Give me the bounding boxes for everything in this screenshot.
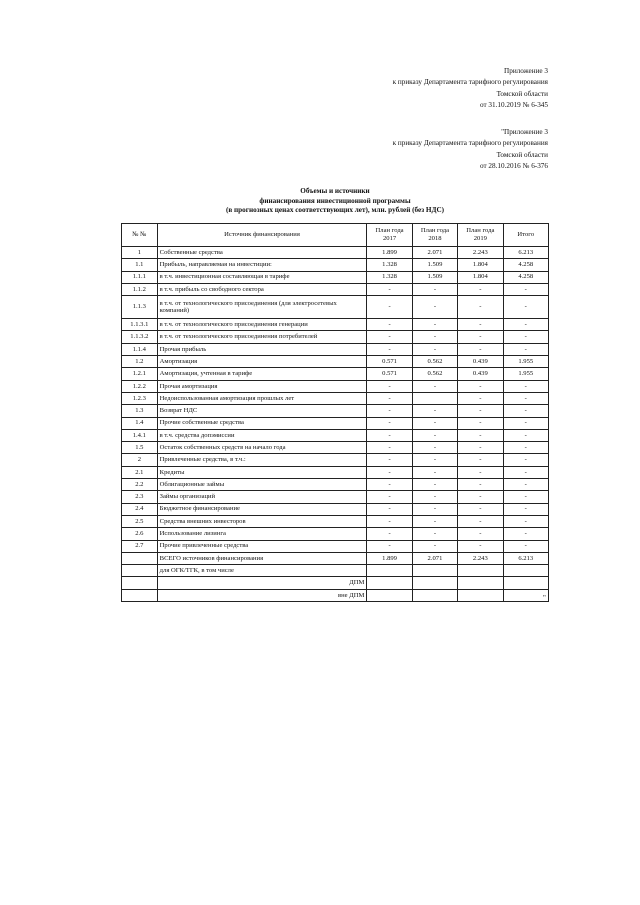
cell-plan-2018 <box>412 565 457 577</box>
cell-plan-2019: - <box>458 392 503 404</box>
table-row <box>122 589 549 601</box>
cell-plan-2017 <box>367 589 412 601</box>
row-source-name: в т.ч. прибыль со свободного сектора <box>157 283 367 295</box>
cell-plan-2018: 2.071 <box>412 247 457 259</box>
row-source-name: Прочие привлеченные средства <box>157 540 367 552</box>
table-header-row <box>122 224 549 247</box>
cell-total: 4.258 <box>503 271 548 283</box>
cell-plan-2017: - <box>367 319 412 331</box>
table-row <box>122 417 549 429</box>
cell-plan-2018: 1.509 <box>412 271 457 283</box>
row-number: 2.1 <box>122 466 158 478</box>
row-number: 1.2 <box>122 356 158 368</box>
cell-plan-2019: 2.243 <box>458 247 503 259</box>
cell-plan-2017: - <box>367 442 412 454</box>
cell-plan-2018: - <box>412 454 457 466</box>
row-number: 1.4 <box>122 417 158 429</box>
cell-plan-2017: 0.571 <box>367 356 412 368</box>
cell-total: - <box>503 296 548 319</box>
cell-plan-2018: - <box>412 479 457 491</box>
cell-plan-2018: - <box>412 540 457 552</box>
cell-plan-2018: - <box>412 466 457 478</box>
cell-plan-2018: - <box>412 331 457 343</box>
row-source-name: Прибыль, направляемая на инвестиции: <box>157 259 367 271</box>
cell-plan-2018: - <box>412 429 457 441</box>
row-number: 2.6 <box>122 528 158 540</box>
table-row <box>122 454 549 466</box>
row-number: 2 <box>122 454 158 466</box>
col-header-plan-2019: План года 2019 <box>458 224 503 247</box>
row-source-name: Прочая амортизация <box>157 380 367 392</box>
cell-plan-2017: - <box>367 405 412 417</box>
cell-plan-2019: - <box>458 454 503 466</box>
row-source-name: Использование лизинга <box>157 528 367 540</box>
cell-plan-2019: 1.804 <box>458 271 503 283</box>
row-number: 1.1.4 <box>122 343 158 355</box>
cell-plan-2018: - <box>412 528 457 540</box>
cell-plan-2017: 0.571 <box>367 368 412 380</box>
header-line: от 28.10.2016 № 6-376 <box>479 161 548 170</box>
cell-total: - <box>503 417 548 429</box>
table-row <box>122 442 549 454</box>
row-source-name: Остаток собственных средств на начало года <box>157 442 367 454</box>
cell-plan-2017: - <box>367 380 412 392</box>
cell-plan-2019: - <box>458 417 503 429</box>
cell-total: 1.955 <box>503 368 548 380</box>
row-number <box>122 589 158 601</box>
row-number: 1.2.2 <box>122 380 158 392</box>
table-row <box>122 368 549 380</box>
cell-plan-2017: 1.328 <box>367 271 412 283</box>
cell-plan-2019: 1.804 <box>458 259 503 271</box>
cell-total: - <box>503 515 548 527</box>
cell-total: - <box>503 540 548 552</box>
cell-plan-2017: - <box>367 283 412 295</box>
cell-plan-2018: - <box>412 319 457 331</box>
header-line: к приказу Департамента тарифного регулирования <box>392 139 548 148</box>
row-number: 1.1.3.2 <box>122 331 158 343</box>
cell-total: - <box>503 491 548 503</box>
table-body <box>122 247 549 602</box>
table-row <box>122 343 549 355</box>
table-row <box>122 356 549 368</box>
cell-plan-2019: - <box>458 503 503 515</box>
row-number: 1.5 <box>122 442 158 454</box>
header-line: Приложение 3 <box>504 67 548 75</box>
row-source-name: в т.ч. от технологического присоединения (для электросетевых компаний) <box>157 296 367 319</box>
table-row <box>122 319 549 331</box>
cell-plan-2019: - <box>458 479 503 491</box>
cell-plan-2017: - <box>367 331 412 343</box>
row-number: 1.1.3 <box>122 296 158 319</box>
row-source-name: в т.ч. от технологического присоединения генерации <box>157 319 367 331</box>
table-row <box>122 405 549 417</box>
row-number: 1.1 <box>122 259 158 271</box>
cell-total: 4.258 <box>503 259 548 271</box>
cell-plan-2019: - <box>458 296 503 319</box>
row-number: 1.2.1 <box>122 368 158 380</box>
cell-plan-2017: 1.899 <box>367 247 412 259</box>
cell-plan-2019: - <box>458 528 503 540</box>
cell-plan-2017: - <box>367 466 412 478</box>
row-source-name: Средства внешних инвесторов <box>157 515 367 527</box>
table-row <box>122 259 549 271</box>
table-row <box>122 577 549 589</box>
cell-plan-2019: 2.243 <box>458 552 503 564</box>
cell-plan-2019: 0.439 <box>458 368 503 380</box>
col-header-number: № № <box>122 224 158 247</box>
cell-plan-2018: - <box>412 380 457 392</box>
cell-plan-2017: - <box>367 454 412 466</box>
cell-plan-2019: - <box>458 405 503 417</box>
table-row <box>122 271 549 283</box>
cell-plan-2019: 0.439 <box>458 356 503 368</box>
row-source-name: в т.ч. средства допэмиссии <box>157 429 367 441</box>
cell-plan-2019 <box>458 589 503 601</box>
row-source-name: Амортизация <box>157 356 367 368</box>
table-row <box>122 491 549 503</box>
row-number: 2.5 <box>122 515 158 527</box>
table-row <box>122 479 549 491</box>
row-number: 1.3 <box>122 405 158 417</box>
table-row <box>122 283 549 295</box>
row-source-name: Облигационные займы <box>157 479 367 491</box>
cell-plan-2018: - <box>412 405 457 417</box>
header-line: Томской области <box>496 89 548 98</box>
cell-plan-2018: - <box>412 343 457 355</box>
cell-total: 6.213 <box>503 247 548 259</box>
row-source-name: Прочие собственные средства <box>157 417 367 429</box>
cell-plan-2017: - <box>367 417 412 429</box>
cell-plan-2019: - <box>458 442 503 454</box>
cell-total: - <box>503 405 548 417</box>
table-row <box>122 331 549 343</box>
table-row <box>122 540 549 552</box>
row-number: 1 <box>122 247 158 259</box>
row-number: 2.4 <box>122 503 158 515</box>
header-line: от 31.10.2019 № 6-345 <box>479 100 548 109</box>
row-source-name: Займы организаций <box>157 491 367 503</box>
header-line: Томской области <box>496 150 548 159</box>
cell-total: - <box>503 380 548 392</box>
order-header-current <box>393 66 548 111</box>
cell-plan-2019: - <box>458 540 503 552</box>
cell-plan-2017 <box>367 565 412 577</box>
cell-plan-2018 <box>412 577 457 589</box>
cell-total: - <box>503 503 548 515</box>
row-number <box>122 552 158 564</box>
cell-total: - <box>503 392 548 404</box>
row-number: 2.3 <box>122 491 158 503</box>
cell-plan-2017: - <box>367 515 412 527</box>
cell-total: - <box>503 466 548 478</box>
cell-plan-2019: - <box>458 380 503 392</box>
cell-plan-2017: - <box>367 503 412 515</box>
cell-plan-2017: - <box>367 392 412 404</box>
cell-plan-2018: - <box>412 503 457 515</box>
row-source-name: Прочая прибыль <box>157 343 367 355</box>
cell-plan-2018: - <box>412 417 457 429</box>
row-number: 1.4.1 <box>122 429 158 441</box>
table-row <box>122 429 549 441</box>
table-row <box>122 392 549 404</box>
cell-total: - <box>503 429 548 441</box>
title-line: финансирования инвестиционной программы <box>259 196 411 205</box>
table-row <box>122 565 549 577</box>
table-row <box>122 503 549 515</box>
cell-plan-2018: - <box>412 515 457 527</box>
row-source-name: Возврат НДС <box>157 405 367 417</box>
cell-plan-2017: 1.899 <box>367 552 412 564</box>
title-line: Объемы и источники <box>300 187 370 195</box>
row-source-name: для ОГК/ТГК, в том числе <box>157 565 367 577</box>
row-source-name: вне ДПМ <box>157 589 367 601</box>
header-line: "Приложение 3 <box>501 128 548 136</box>
financing-table <box>121 223 549 602</box>
cell-total: - <box>503 343 548 355</box>
table-row <box>122 466 549 478</box>
order-header-previous <box>393 127 548 172</box>
col-header-plan-2018: План года 2018 <box>412 224 457 247</box>
row-source-name: Собственные средства <box>157 247 367 259</box>
header-line: к приказу Департамента тарифного регулирования <box>392 78 548 87</box>
row-number: 1.1.2 <box>122 283 158 295</box>
cell-plan-2019: - <box>458 283 503 295</box>
closing-quote: " <box>543 594 546 602</box>
cell-total: - <box>503 528 548 540</box>
cell-total: - <box>503 331 548 343</box>
row-source-name: ДПМ <box>157 577 367 589</box>
row-number: 1.2.3 <box>122 392 158 404</box>
document-title <box>120 187 550 216</box>
table-row <box>122 296 549 319</box>
cell-plan-2018: - <box>412 283 457 295</box>
cell-plan-2018: - <box>412 491 457 503</box>
col-header-source: Источник финансирования <box>157 224 367 247</box>
table-row <box>122 380 549 392</box>
row-source-name: Кредиты <box>157 466 367 478</box>
cell-plan-2018 <box>412 589 457 601</box>
cell-plan-2017: - <box>367 540 412 552</box>
cell-plan-2019 <box>458 565 503 577</box>
row-source-name: Амортизация, учтенная в тарифе <box>157 368 367 380</box>
cell-total: - <box>503 283 548 295</box>
table-row <box>122 528 549 540</box>
cell-plan-2019: - <box>458 343 503 355</box>
row-source-name: Недоиспользованная амортизация прошлых лет <box>157 392 367 404</box>
title-line: (в прогнозных ценах соответствующих лет), млн. рублей (без НДС) <box>225 206 445 215</box>
table-row <box>122 247 549 259</box>
cell-total: - <box>503 319 548 331</box>
cell-total <box>503 589 548 601</box>
cell-plan-2018: 1.509 <box>412 259 457 271</box>
cell-total <box>503 577 548 589</box>
row-source-name: Бюджетное финансирование <box>157 503 367 515</box>
cell-plan-2019: - <box>458 466 503 478</box>
cell-plan-2018: 2.071 <box>412 552 457 564</box>
cell-plan-2019: - <box>458 491 503 503</box>
cell-plan-2017: - <box>367 429 412 441</box>
cell-plan-2019: - <box>458 331 503 343</box>
row-number: 2.7 <box>122 540 158 552</box>
cell-plan-2017: - <box>367 343 412 355</box>
row-source-name: в т.ч. от технологического присоединения потребителей <box>157 331 367 343</box>
cell-total: - <box>503 479 548 491</box>
cell-plan-2017: - <box>367 491 412 503</box>
col-header-total: Итого <box>503 224 548 247</box>
cell-plan-2018 <box>412 392 457 404</box>
row-number <box>122 565 158 577</box>
cell-plan-2018: - <box>412 296 457 319</box>
col-header-plan-2017: План года 2017 <box>367 224 412 247</box>
cell-plan-2019: - <box>458 515 503 527</box>
row-number: 2.2 <box>122 479 158 491</box>
cell-plan-2018: 0.562 <box>412 356 457 368</box>
cell-plan-2018: 0.562 <box>412 368 457 380</box>
cell-plan-2017: - <box>367 528 412 540</box>
cell-plan-2017 <box>367 577 412 589</box>
cell-plan-2017: - <box>367 479 412 491</box>
table-row <box>122 515 549 527</box>
cell-total: 6.213 <box>503 552 548 564</box>
row-number: 1.1.3.1 <box>122 319 158 331</box>
cell-plan-2018: - <box>412 442 457 454</box>
cell-plan-2017: - <box>367 296 412 319</box>
cell-plan-2019 <box>458 577 503 589</box>
row-number <box>122 577 158 589</box>
row-number: 1.1.1 <box>122 271 158 283</box>
cell-plan-2019: - <box>458 429 503 441</box>
row-source-name: Привлеченные средства, в т.ч.: <box>157 454 367 466</box>
cell-total: 1.955 <box>503 356 548 368</box>
row-source-name: ВСЕГО источников финансирования <box>157 552 367 564</box>
cell-plan-2019: - <box>458 319 503 331</box>
cell-total: - <box>503 442 548 454</box>
table-row <box>122 552 549 564</box>
row-source-name: в т.ч. инвестиционная составляющая в тарифе <box>157 271 367 283</box>
cell-total <box>503 565 548 577</box>
cell-plan-2017: 1.328 <box>367 259 412 271</box>
cell-total: - <box>503 454 548 466</box>
